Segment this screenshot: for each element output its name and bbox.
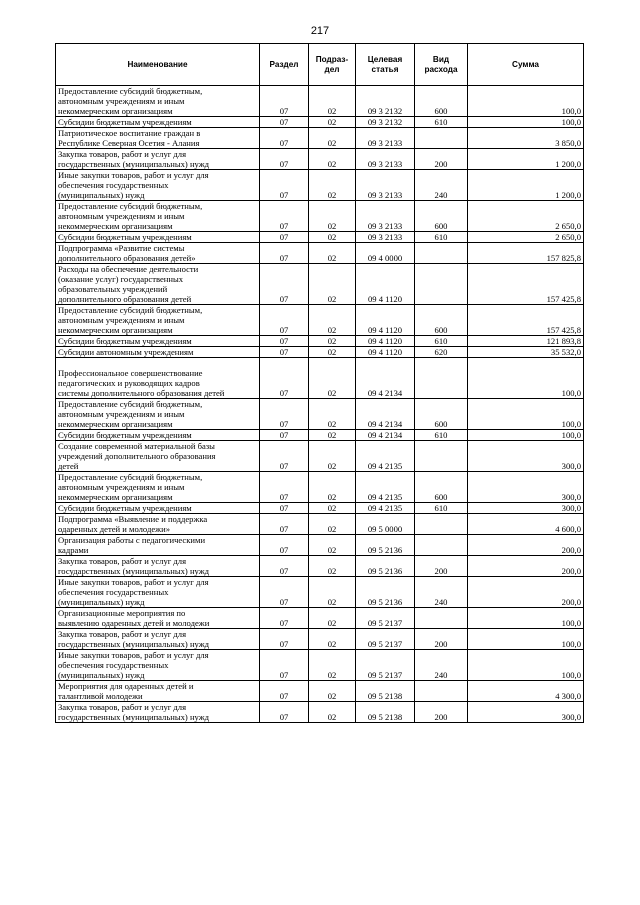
- cell-target: 09 5 2137: [356, 608, 415, 629]
- cell-subsection: 02: [309, 472, 356, 503]
- cell-name: Субсидии бюджетным учреждениям: [56, 503, 260, 514]
- cell-amount: 200,0: [468, 556, 584, 577]
- cell-expense: 610: [415, 336, 468, 347]
- cell-amount: 1 200,0: [468, 170, 584, 201]
- cell-expense: [415, 535, 468, 556]
- table-row: [56, 441, 584, 472]
- cell-expense: 240: [415, 577, 468, 608]
- cell-target: 09 5 2136: [356, 556, 415, 577]
- table-row: [56, 358, 584, 399]
- cell-name: Предоставление субсидий бюджетным, автономным учреждениям и иным некоммерческим организациям: [56, 201, 260, 232]
- cell-expense: 610: [415, 232, 468, 243]
- table-row: [56, 149, 584, 170]
- table-row: [56, 243, 584, 264]
- cell-target: 09 4 2134: [356, 358, 415, 399]
- table-row: [56, 503, 584, 514]
- cell-expense: 610: [415, 430, 468, 441]
- cell-target: 09 5 2138: [356, 702, 415, 723]
- budget-table: [55, 43, 584, 723]
- cell-section: 07: [260, 86, 309, 117]
- cell-subsection: 02: [309, 441, 356, 472]
- cell-expense: 240: [415, 650, 468, 681]
- cell-section: 07: [260, 399, 309, 430]
- cell-subsection: 02: [309, 117, 356, 128]
- cell-expense: 200: [415, 629, 468, 650]
- cell-section: 07: [260, 117, 309, 128]
- cell-target: 09 5 2137: [356, 629, 415, 650]
- cell-target: 09 4 1120: [356, 264, 415, 305]
- cell-section: 07: [260, 232, 309, 243]
- cell-amount: 300,0: [468, 441, 584, 472]
- cell-expense: 200: [415, 702, 468, 723]
- cell-subsection: 02: [309, 201, 356, 232]
- table-row: [56, 117, 584, 128]
- cell-name: Предоставление субсидий бюджетным, автономным учреждениям и иным некоммерческим организациям: [56, 86, 260, 117]
- cell-target: 09 3 2133: [356, 170, 415, 201]
- table-row: [56, 577, 584, 608]
- cell-name: Создание современной материальной базы учреждений дополнительного образования детей: [56, 441, 260, 472]
- cell-amount: 2 650,0: [468, 232, 584, 243]
- cell-section: 07: [260, 577, 309, 608]
- cell-target: 09 4 1120: [356, 347, 415, 358]
- cell-subsection: 02: [309, 86, 356, 117]
- cell-name: Предоставление субсидий бюджетным, автономным учреждениям и иным некоммерческим организациям: [56, 399, 260, 430]
- cell-expense: [415, 243, 468, 264]
- cell-section: 07: [260, 430, 309, 441]
- cell-amount: 100,0: [468, 629, 584, 650]
- cell-name: Субсидии автономным учреждениям: [56, 347, 260, 358]
- cell-expense: 620: [415, 347, 468, 358]
- cell-subsection: 02: [309, 430, 356, 441]
- cell-expense: 600: [415, 305, 468, 336]
- table-row: [56, 702, 584, 723]
- cell-section: 07: [260, 702, 309, 723]
- cell-target: 09 3 2132: [356, 86, 415, 117]
- cell-amount: 3 850,0: [468, 128, 584, 149]
- cell-section: 07: [260, 149, 309, 170]
- cell-name: Патриотическое воспитание граждан в Республике Северная Осетия - Алания: [56, 128, 260, 149]
- table-header-row: [56, 44, 584, 86]
- cell-expense: [415, 264, 468, 305]
- cell-section: 07: [260, 170, 309, 201]
- cell-subsection: 02: [309, 503, 356, 514]
- cell-amount: 157 425,8: [468, 305, 584, 336]
- table-row: [56, 681, 584, 702]
- cell-amount: 1 200,0: [468, 149, 584, 170]
- cell-target: 09 5 2137: [356, 650, 415, 681]
- cell-target: 09 3 2132: [356, 117, 415, 128]
- cell-target: 09 4 1120: [356, 305, 415, 336]
- cell-section: 07: [260, 201, 309, 232]
- cell-section: 07: [260, 650, 309, 681]
- cell-expense: 610: [415, 117, 468, 128]
- cell-amount: 35 532,0: [468, 347, 584, 358]
- cell-section: 07: [260, 264, 309, 305]
- cell-name: Субсидии бюджетным учреждениям: [56, 336, 260, 347]
- header-target: Целевая статья: [356, 44, 415, 86]
- header-section: Раздел: [260, 44, 309, 86]
- cell-name: Организационные мероприятия по выявлению одаренных детей и молодежи: [56, 608, 260, 629]
- table-row: [56, 264, 584, 305]
- header-expense: Вид расхода: [415, 44, 468, 86]
- cell-subsection: 02: [309, 556, 356, 577]
- cell-section: 07: [260, 336, 309, 347]
- cell-expense: [415, 128, 468, 149]
- cell-amount: 2 650,0: [468, 201, 584, 232]
- cell-subsection: 02: [309, 243, 356, 264]
- cell-amount: 100,0: [468, 358, 584, 399]
- table-row: [56, 399, 584, 430]
- cell-section: 07: [260, 305, 309, 336]
- cell-name: Предоставление субсидий бюджетным, автономным учреждениям и иным некоммерческим организациям: [56, 305, 260, 336]
- cell-expense: 600: [415, 86, 468, 117]
- page-number: 217: [310, 25, 330, 37]
- cell-subsection: 02: [309, 535, 356, 556]
- cell-subsection: 02: [309, 232, 356, 243]
- cell-target: 09 3 2133: [356, 149, 415, 170]
- table-row: [56, 232, 584, 243]
- cell-section: 07: [260, 243, 309, 264]
- cell-expense: [415, 441, 468, 472]
- cell-amount: 100,0: [468, 86, 584, 117]
- cell-section: 07: [260, 347, 309, 358]
- cell-subsection: 02: [309, 399, 356, 430]
- cell-target: 09 4 2134: [356, 430, 415, 441]
- cell-amount: 4 300,0: [468, 681, 584, 702]
- cell-subsection: 02: [309, 347, 356, 358]
- cell-expense: 600: [415, 399, 468, 430]
- cell-name: Иные закупки товаров, работ и услуг для обеспечения государственных (муниципальных) нужд: [56, 650, 260, 681]
- cell-subsection: 02: [309, 128, 356, 149]
- cell-name: Предоставление субсидий бюджетным, автономным учреждениям и иным некоммерческим организациям: [56, 472, 260, 503]
- cell-target: 09 4 2135: [356, 472, 415, 503]
- cell-expense: [415, 681, 468, 702]
- cell-name: Мероприятия для одаренных детей и талантливой молодежи: [56, 681, 260, 702]
- cell-target: 09 4 2134: [356, 399, 415, 430]
- cell-amount: 100,0: [468, 117, 584, 128]
- cell-amount: 200,0: [468, 535, 584, 556]
- table-row: [56, 128, 584, 149]
- cell-amount: 100,0: [468, 650, 584, 681]
- cell-section: 07: [260, 514, 309, 535]
- cell-name: Подпрограмма «Развитие системы дополнительного образования детей»: [56, 243, 260, 264]
- cell-expense: [415, 358, 468, 399]
- header-name: Наименование: [56, 44, 260, 86]
- cell-subsection: 02: [309, 149, 356, 170]
- cell-name: Подпрограмма «Выявление и поддержка одаренных детей и молодежи»: [56, 514, 260, 535]
- cell-expense: [415, 608, 468, 629]
- table-row: [56, 472, 584, 503]
- cell-target: 09 3 2133: [356, 232, 415, 243]
- cell-name: Закупка товаров, работ и услуг для государственных (муниципальных) нужд: [56, 702, 260, 723]
- cell-target: 09 4 2135: [356, 441, 415, 472]
- cell-expense: 600: [415, 472, 468, 503]
- cell-name: Субсидии бюджетным учреждениям: [56, 117, 260, 128]
- cell-amount: 100,0: [468, 608, 584, 629]
- cell-expense: 610: [415, 503, 468, 514]
- cell-target: 09 5 0000: [356, 514, 415, 535]
- table-row: [56, 608, 584, 629]
- cell-name: Субсидии бюджетным учреждениям: [56, 430, 260, 441]
- cell-section: 07: [260, 629, 309, 650]
- cell-section: 07: [260, 608, 309, 629]
- table-row: [56, 629, 584, 650]
- cell-subsection: 02: [309, 336, 356, 347]
- cell-name: Иные закупки товаров, работ и услуг для обеспечения государственных (муниципальных) нужд: [56, 170, 260, 201]
- cell-expense: 200: [415, 149, 468, 170]
- cell-section: 07: [260, 441, 309, 472]
- cell-subsection: 02: [309, 608, 356, 629]
- cell-amount: 100,0: [468, 430, 584, 441]
- table-row: [56, 556, 584, 577]
- cell-target: 09 4 0000: [356, 243, 415, 264]
- cell-target: 09 3 2133: [356, 128, 415, 149]
- cell-section: 07: [260, 681, 309, 702]
- cell-target: 09 4 2135: [356, 503, 415, 514]
- table-row: [56, 336, 584, 347]
- cell-name: Профессиональное совершенствование педагогических и руководящих кадров системы дополнительного образования детей: [56, 358, 260, 399]
- table-row: [56, 86, 584, 117]
- cell-amount: 300,0: [468, 702, 584, 723]
- cell-target: 09 3 2133: [356, 201, 415, 232]
- cell-section: 07: [260, 535, 309, 556]
- cell-amount: 300,0: [468, 503, 584, 514]
- cell-target: 09 5 2136: [356, 535, 415, 556]
- cell-amount: 157 825,8: [468, 243, 584, 264]
- header-amount: Сумма: [468, 44, 584, 86]
- cell-name: Закупка товаров, работ и услуг для государственных (муниципальных) нужд: [56, 629, 260, 650]
- cell-subsection: 02: [309, 629, 356, 650]
- table-row: [56, 305, 584, 336]
- cell-amount: 100,0: [468, 399, 584, 430]
- table-row: [56, 201, 584, 232]
- table-row: [56, 535, 584, 556]
- cell-subsection: 02: [309, 305, 356, 336]
- cell-name: Закупка товаров, работ и услуг для государственных (муниципальных) нужд: [56, 556, 260, 577]
- cell-expense: 240: [415, 170, 468, 201]
- cell-target: 09 4 1120: [356, 336, 415, 347]
- table-row: [56, 430, 584, 441]
- cell-subsection: 02: [309, 681, 356, 702]
- table-row: [56, 170, 584, 201]
- cell-target: 09 5 2138: [356, 681, 415, 702]
- cell-subsection: 02: [309, 514, 356, 535]
- cell-expense: 600: [415, 201, 468, 232]
- cell-subsection: 02: [309, 702, 356, 723]
- cell-name: Закупка товаров, работ и услуг для государственных (муниципальных) нужд: [56, 149, 260, 170]
- cell-section: 07: [260, 556, 309, 577]
- cell-name: Организация работы с педагогическими кадрами: [56, 535, 260, 556]
- cell-subsection: 02: [309, 264, 356, 305]
- cell-expense: 200: [415, 556, 468, 577]
- table-row: [56, 514, 584, 535]
- cell-name: Иные закупки товаров, работ и услуг для обеспечения государственных (муниципальных) нужд: [56, 577, 260, 608]
- cell-amount: 121 893,8: [468, 336, 584, 347]
- cell-section: 07: [260, 358, 309, 399]
- cell-amount: 157 425,8: [468, 264, 584, 305]
- cell-subsection: 02: [309, 170, 356, 201]
- header-subsection: Подраз- дел: [309, 44, 356, 86]
- cell-amount: 200,0: [468, 577, 584, 608]
- cell-subsection: 02: [309, 358, 356, 399]
- cell-section: 07: [260, 128, 309, 149]
- cell-name: Расходы на обеспечение деятельности (оказание услуг) государственных образовательных учреждений дополнительного образования детей: [56, 264, 260, 305]
- cell-subsection: 02: [309, 650, 356, 681]
- cell-subsection: 02: [309, 577, 356, 608]
- cell-amount: 4 600,0: [468, 514, 584, 535]
- table-row: [56, 650, 584, 681]
- cell-amount: 300,0: [468, 472, 584, 503]
- cell-expense: [415, 514, 468, 535]
- cell-target: 09 5 2136: [356, 577, 415, 608]
- cell-section: 07: [260, 503, 309, 514]
- cell-name: Субсидии бюджетным учреждениям: [56, 232, 260, 243]
- cell-section: 07: [260, 472, 309, 503]
- table-row: [56, 347, 584, 358]
